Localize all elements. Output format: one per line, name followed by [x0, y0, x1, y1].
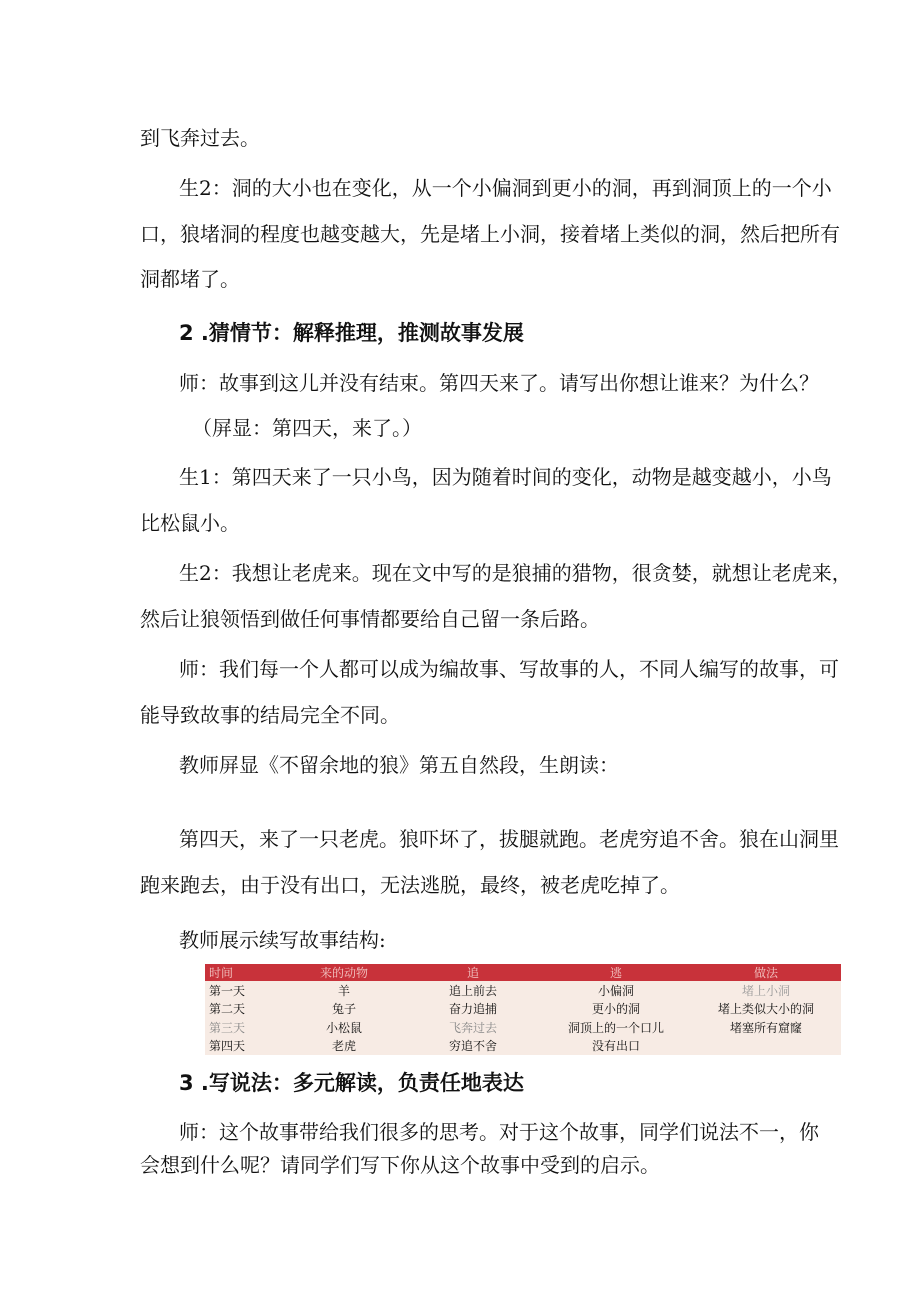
- table-cell: 小松鼠: [325, 1020, 362, 1035]
- table-cell: 第二天: [209, 1002, 246, 1017]
- table-header-row: [205, 964, 841, 981]
- table-cell: 堵塞所有窟窿: [729, 1020, 802, 1035]
- table-header-cell: 追: [405, 964, 541, 981]
- table-cell: 小偏洞: [597, 983, 634, 998]
- paragraph-line: 洞都堵了。: [140, 267, 240, 291]
- table-header-cell: 做法: [691, 964, 841, 981]
- table-cell: 奋力追捕: [448, 1002, 497, 1017]
- paragraph-line: 比松鼠小。: [140, 511, 240, 535]
- story-structure-table: [205, 964, 841, 1055]
- table-cell: 第三天: [209, 1020, 246, 1035]
- table-cell: 没有出口: [591, 1039, 640, 1054]
- table-cell: 追上前去: [448, 983, 497, 998]
- table-cell: 飞奔过去: [448, 1020, 497, 1035]
- section-heading: 2 .猜情节：解释推理，推测故事发展: [179, 321, 524, 345]
- paragraph-line: 师：故事到这儿并没有结束。第四天来了。请写出你想让谁来？为什么？: [179, 371, 819, 395]
- paragraph-line: 口，狼堵洞的程度也越变越大，先是堵上小洞，接着堵上类似的洞，然后把所有: [140, 222, 840, 246]
- table-cell: 兔子: [331, 1002, 356, 1017]
- section-heading: 3 .写说法：多元解读，负责任地表达: [179, 1071, 524, 1095]
- table-header-cell: 时间: [205, 964, 283, 981]
- table-cell: 堵上类似大小的洞: [717, 1002, 814, 1017]
- table-cell: 更小的洞: [591, 1002, 640, 1017]
- table-row: [205, 1037, 841, 1056]
- paragraph-line: 教师展示续写故事结构:: [179, 928, 386, 952]
- paragraph-line: 师：这个故事带给我们很多的思考。对于这个故事，同学们说法不一，你: [179, 1120, 819, 1144]
- paragraph-line: 到飞奔过去。: [140, 126, 260, 150]
- table-cell: 老虎: [331, 1039, 356, 1054]
- table-row: [205, 981, 841, 1000]
- paragraph-line: 师：我们每一个人都可以成为编故事、写故事的人，不同人编写的故事，可: [179, 657, 839, 681]
- paragraph-line: 生2：我想让老虎来。现在文中写的是狼捕的猎物，很贪婪，就想让老虎来，: [179, 561, 852, 585]
- table-cell: 堵上小洞: [741, 983, 790, 998]
- table-cell: 穷追不舍: [448, 1039, 497, 1054]
- table-cell: 第四天: [209, 1039, 246, 1054]
- paragraph-line: 生1：第四天来了一只小鸟，因为随着时间的变化，动物是越变越小，小鸟: [179, 465, 832, 489]
- paragraph-line: 会想到什么呢？请同学们写下你从这个故事中受到的启示。: [140, 1153, 660, 1177]
- table-cell: 第一天: [209, 983, 246, 998]
- table-cell: [691, 1037, 841, 1056]
- paragraph-line: 生2：洞的大小也在变化，从一个小偏洞到更小的洞，再到洞顶上的一个小: [179, 176, 832, 200]
- paragraph-line: （屏显：第四天，来了。）: [192, 416, 422, 440]
- quoted-passage-line: 跑来跑去，由于没有出口，无法逃脱，最终，被老虎吃掉了。: [140, 873, 680, 897]
- paragraph-line: 教师屏显《不留余地的狼》第五自然段，生朗读：: [179, 753, 619, 777]
- table-cell: 洞顶上的一个口儿: [567, 1020, 664, 1035]
- table-header-cell: 逃: [541, 964, 691, 981]
- paragraph-line: 然后让狼领悟到做任何事情都要给自己留一条后路。: [140, 607, 600, 631]
- table-row: [205, 1000, 841, 1019]
- table-cell: 羊: [337, 983, 350, 998]
- quoted-passage-line: 第四天，来了一只老虎。狼吓坏了，拔腿就跑。老虎穷追不舍。狼在山洞里: [179, 827, 839, 851]
- table-header-cell: 来的动物: [283, 964, 405, 981]
- paragraph-line: 能导致故事的结局完全不同。: [140, 703, 400, 727]
- table-row: [205, 1018, 841, 1037]
